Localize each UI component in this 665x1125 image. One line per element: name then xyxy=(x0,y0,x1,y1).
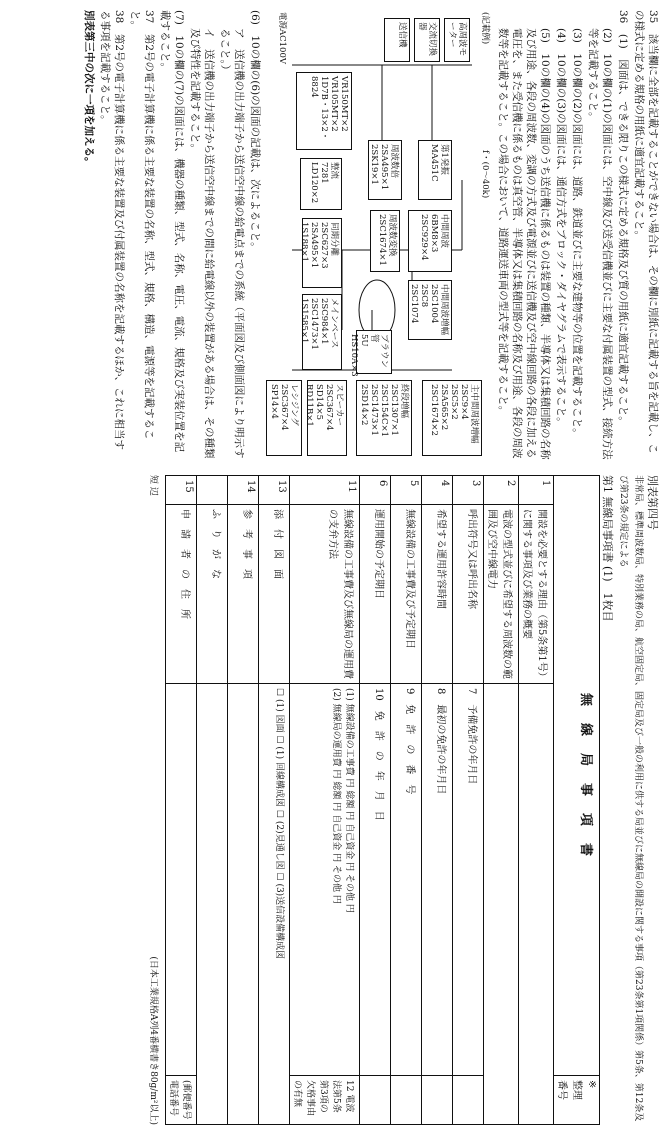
block-gen: 周波数倍 2SA495×1 2SK19×1 xyxy=(368,140,402,200)
cost-fields[interactable] xyxy=(290,684,360,1076)
form-table xyxy=(165,475,600,1125)
row-field[interactable] xyxy=(197,684,228,1125)
opt: その他 xyxy=(344,873,354,901)
block-h: メインベース 2SC984×1 2SC1473×1 1S1585×1 xyxy=(302,294,342,370)
check-label: (1) 回線構成図 xyxy=(274,746,284,808)
opt: 円 xyxy=(344,903,354,913)
check-label: (3)送信設備構成図 xyxy=(274,883,284,960)
row-label: 呼出符号又は呼出名称 xyxy=(453,505,484,684)
block-ch2: 周波数変換 2SC1674×1 xyxy=(370,210,400,272)
opt: 円 xyxy=(331,769,341,779)
para-36-6: (6) 10の欄の(6)の図面の記載は、次によること。 xyxy=(249,10,261,253)
row-no: 3 xyxy=(453,476,484,505)
rules-text xyxy=(20,10,660,460)
para-37: 37 第2号の電子計算機に係る主要な装置の名称、型式、規格、構造、電源等を記載すること。 xyxy=(129,10,155,440)
row-field[interactable] xyxy=(166,684,197,1076)
para-36-1: 36 (1) 図面は、できる限りこの様式に定める規格及び質の用紙に適宜記載すること。 xyxy=(617,10,629,427)
block-main: 終段増幅 2SC1307×1 2SC154C×1 2SC1473×1 2SD14×2 xyxy=(356,380,412,456)
opt: 円 xyxy=(331,894,341,904)
block-sync: スピーカー 2SC367×4 SD14×5 RD11B×1 xyxy=(307,380,347,456)
form-side-title: 別表第四号 xyxy=(646,475,659,530)
row-label: 申 請 者 の 住 所 xyxy=(166,505,197,684)
block-camera: 送信機 xyxy=(384,18,410,62)
block-switch: 交流切換器 xyxy=(414,18,440,62)
table-row xyxy=(519,476,554,1125)
table-row xyxy=(422,476,453,1125)
row-no-9: 9 xyxy=(404,688,415,695)
opt: (2) xyxy=(331,688,341,701)
label-1c: (1) 1枚目 xyxy=(601,566,614,622)
row-no: 14 xyxy=(228,476,259,505)
table-row xyxy=(197,476,228,1125)
row-field[interactable] xyxy=(228,684,259,1125)
attachment-checks xyxy=(259,684,290,1125)
table-row xyxy=(360,476,391,1125)
diagram-caption: (記載例) xyxy=(480,12,490,45)
opt: 無線局の運用費 xyxy=(331,703,341,767)
para-36-2: (2) 10の欄の(1)の図面には、空中線及び送受信機並びに主要な付属装置の型式、接続方法等を記載すること。 xyxy=(587,28,613,460)
checkbox[interactable]: ☐ xyxy=(274,688,284,697)
row-field[interactable] xyxy=(391,1076,422,1125)
row-no: 6 xyxy=(360,476,391,505)
row-label-8: 最初の免許の年月日 xyxy=(435,704,446,795)
footer-note: (日本工業規格A列4番横書き80g/m²以上) xyxy=(148,956,158,1125)
table-row xyxy=(166,476,197,1125)
form-title: 無 線 局 事 項 書 xyxy=(578,692,593,858)
opt: 総額 xyxy=(331,781,341,800)
checkbox[interactable]: ☐ xyxy=(274,735,284,744)
opt: 円 xyxy=(331,853,341,863)
phone-field[interactable]: (郵便番号 電話番号 xyxy=(166,1076,197,1125)
table-row xyxy=(259,476,290,1125)
row-field[interactable] xyxy=(422,1076,453,1125)
row-label: 参 考 事 項 xyxy=(228,505,259,684)
block-rect: 整流 7281 LD120×2 xyxy=(300,158,342,210)
row-label: 添 付 図 面 xyxy=(259,505,290,684)
opt: 総額 xyxy=(344,790,354,809)
opt: 円 xyxy=(344,862,354,872)
row-field[interactable] xyxy=(290,1076,360,1125)
row-no: 1 xyxy=(519,476,554,505)
row-no-8: 8 xyxy=(435,688,446,695)
opt: 円 xyxy=(344,811,354,821)
row-field[interactable] xyxy=(360,684,391,1076)
para-36-7: (7) 10の欄の(7)の図面には、機器の種類、型式、名称、電圧、電流、規格及び実装位置を記載すること。 xyxy=(159,10,185,453)
row-no: 15 xyxy=(166,476,197,505)
block-osc1: 第1発振 MA451C xyxy=(418,140,452,200)
row-no: 4 xyxy=(422,476,453,505)
para-36-5: (5) 10の欄の(4)の図面のうち送信機に係るものは装置の種類、半導体又は集積回路の名称及び用途、各段の周波数、変調の方式及び電源並びに送信機及び空中線回路の各段に加える電圧を、また受信機に係るものは真空管、半導体又は集積回路の名称及び用途、各段の周波数等を記載すること。この場合において、道路運送車両の型式等を記載すること。 xyxy=(497,28,551,460)
opt: 円 xyxy=(344,778,354,788)
check-label: (1) 図面 xyxy=(274,698,284,733)
row-label: 運用開始の予定期日 xyxy=(360,505,391,684)
table-row xyxy=(484,476,519,1125)
furigana-label: ふ り が な xyxy=(197,505,228,684)
check-label: (2)見通し図 xyxy=(274,820,284,870)
label-1b: 無線局事項書 xyxy=(601,496,614,563)
block-ref: レシジング 2SC367×4 SP14×4 xyxy=(266,380,302,456)
row-label-12: 電波法第5条第3項の欠格事由の有無 xyxy=(292,1080,354,1117)
row-label-7: 予備免許の年月日 xyxy=(466,704,477,785)
row-no: 11 xyxy=(290,476,360,505)
row-label: 電波の型式並びに希望する周波数の範囲及び空中線電力 xyxy=(484,505,519,684)
form-footer xyxy=(148,475,161,1125)
para-36-4: (4) 10の欄の(3)の図面には、通信方式をブロック・ダイヤグラムで表示すること。 xyxy=(555,28,567,428)
application-form xyxy=(10,475,660,1125)
row-label: 希望する運用許容時間 xyxy=(422,505,453,684)
footer-left: 短 xyxy=(148,475,158,485)
row-field[interactable] xyxy=(453,1076,484,1125)
row-field[interactable] xyxy=(391,684,422,1076)
row-label-9: 免 許 の 番 号 xyxy=(404,704,415,795)
page-note: 別表第三中の次に一項を加える。 xyxy=(83,10,95,168)
opt: 自己資金 xyxy=(331,814,341,851)
table-row xyxy=(453,476,484,1125)
footer-right: 辺 xyxy=(148,486,158,496)
block-if1: 中間周波増幅 2SC1004 2SC8 2SC1074 xyxy=(408,280,452,340)
row-no: 13 xyxy=(259,476,290,505)
opt: その他 xyxy=(331,864,341,892)
row-field[interactable] xyxy=(422,684,453,1076)
para-36-6a: ア 送信機の出力端子から送信空中線の給電点までの系統（平面図及び側面図により明示すること。） xyxy=(219,28,245,459)
row-label: 開設を必要とする理由（第5条第1号）に関する事項及び業務の概要 xyxy=(519,505,554,684)
block-mod: 同期分離 2SC627×3 2SA495×1 1S188×1 xyxy=(302,218,342,288)
opt: 自己資金 xyxy=(344,823,354,860)
row-label: 無線設備の工事費及び無線局の運用費の支弁方法 xyxy=(290,505,360,684)
block-final: 主中間周波増幅 2SC9×4 2SC5×2 2SA565×2 2SC1674×2 xyxy=(422,380,482,456)
block-load: 高周波モーター xyxy=(444,18,470,62)
form-title-cell xyxy=(554,476,600,1076)
para-36-3: (3) 10の欄の(2)の図面には、道路、鉄道並びに主要な建物等の位置を記載すること。 xyxy=(571,28,583,439)
label-1: 第1 xyxy=(601,475,614,493)
para-35: 35 該当欄に全部を記載することができない場合は、その欄に別紙に記載する旨を記載し、この様式に定める規格の用紙に適宜記載すること。 xyxy=(633,10,659,454)
para-36-6b: イ 送信機の出力端子から送信空中線までの間に給電線以外の装置がある場合は、その種類及び特性を記載すること。 xyxy=(189,28,215,459)
opt: (1) xyxy=(344,688,354,701)
table-row xyxy=(290,476,360,1125)
block-diagram xyxy=(262,10,492,460)
reg-number-cell: ※ 整理 番号 xyxy=(554,1076,600,1125)
row-field[interactable] xyxy=(453,684,484,1076)
freq-label: f・(0～40k) xyxy=(480,150,490,199)
row-no: 2 xyxy=(484,476,519,505)
row-no-10: 10 xyxy=(373,688,384,701)
block-supply: VR150MT×2 VR105MT×2 1D7B・13×2・8824 xyxy=(296,72,352,150)
row-field[interactable] xyxy=(360,1076,391,1125)
table-row xyxy=(228,476,259,1125)
row-field[interactable] xyxy=(519,684,554,1125)
para-38: 38 第2号の電子計算機に係る主要な装置及び付属装置の名称を記載するほか、これに相当する事項を記載すること。 xyxy=(99,10,125,451)
opt: 円 xyxy=(331,802,341,812)
block-ch1: 中間周波 6BM8×3 2SC929×4 xyxy=(408,210,452,272)
form-header-line: 非常局、標準周波数局、特別業務の局、航空固定局、固定局及び一般の利用に供する局並びに無線局の開設に関する事項（第23条第1項関係）第5条、第12条及び第23条の規定による xyxy=(618,475,643,1122)
checkbox[interactable]: ☐ xyxy=(274,809,284,818)
row-field[interactable] xyxy=(484,684,519,1125)
opt: 無線設備の工事費 xyxy=(344,703,354,776)
checkbox[interactable]: ☐ xyxy=(274,872,284,881)
block-vid: ブラウン管 5U HS10A×3 xyxy=(356,330,392,374)
row-no-12: 12 xyxy=(344,1080,354,1092)
row-label-10: 免 許 の 年 月 日 xyxy=(373,710,384,821)
form-label-1 xyxy=(600,475,615,1125)
row-label: 無線設備の工事費及び予定期日 xyxy=(391,505,422,684)
table-row xyxy=(391,476,422,1125)
form-inner xyxy=(148,475,660,1125)
top-section xyxy=(20,10,660,460)
power-source-label: 電源AC100V xyxy=(277,12,287,65)
row-no-7: 7 xyxy=(466,688,477,695)
row-no: 5 xyxy=(391,476,422,505)
